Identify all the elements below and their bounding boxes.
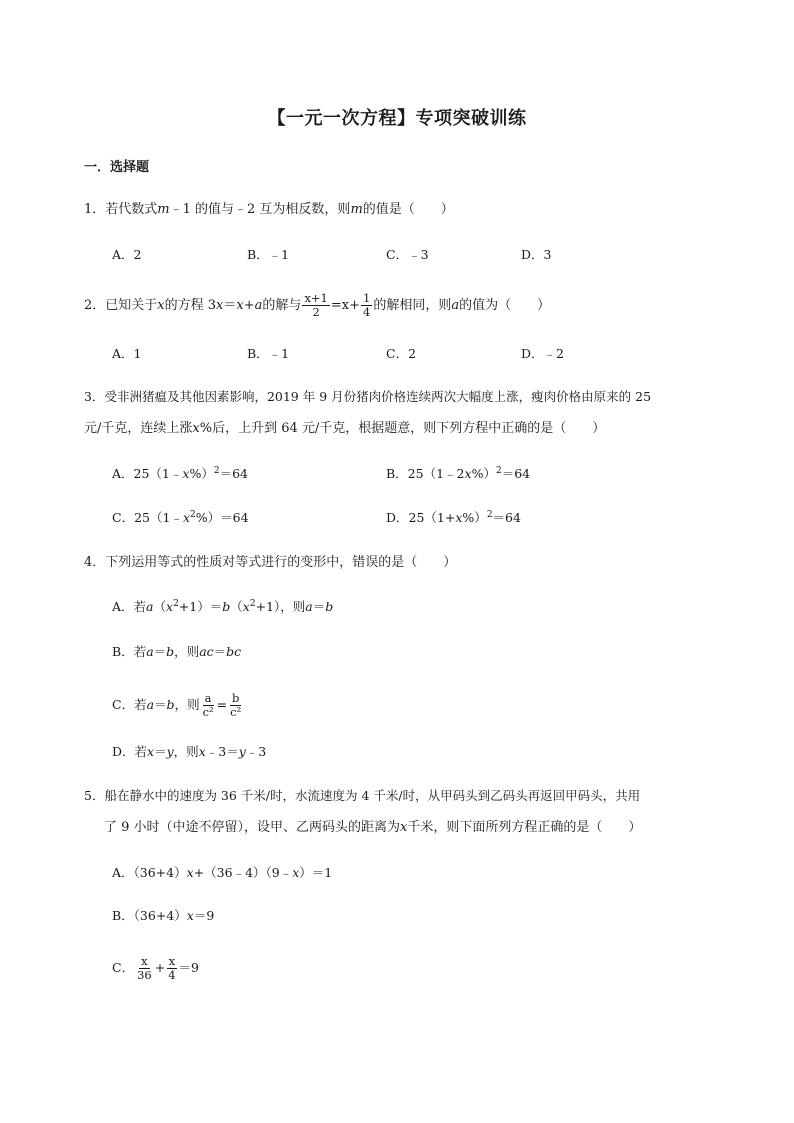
variable: x bbox=[182, 466, 190, 481]
question-number: 1． bbox=[84, 202, 106, 217]
q1-option-d[interactable]: D．3 bbox=[521, 247, 552, 262]
text: ＝64 bbox=[219, 466, 248, 481]
text: 的值为（ ） bbox=[459, 298, 551, 313]
text: ＝ bbox=[153, 644, 167, 659]
text: B．25（1﹣2 bbox=[386, 466, 465, 481]
question-2-stem bbox=[84, 292, 550, 319]
text: A．25（1﹣ bbox=[112, 466, 183, 481]
page-title: 【一元一次方程】专项突破训练 bbox=[267, 108, 527, 129]
variable: a bbox=[254, 298, 263, 313]
text: ﹣1 的值与﹣2 互为相反数，则 bbox=[169, 202, 351, 217]
variable: a bbox=[146, 644, 154, 659]
q5-option-c[interactable] bbox=[112, 955, 199, 982]
variable: m bbox=[157, 202, 170, 217]
text: +1），则 bbox=[255, 599, 306, 614]
variable: b bbox=[325, 599, 334, 614]
q2-option-d[interactable]: D．﹣2 bbox=[521, 346, 564, 361]
fraction-denominator: 4 bbox=[363, 305, 371, 319]
text: + bbox=[243, 298, 255, 313]
text: 元/千克，连续上涨 bbox=[84, 421, 193, 436]
variable: a bbox=[451, 298, 460, 313]
q4-option-d[interactable] bbox=[112, 743, 266, 761]
exponent: 2 bbox=[213, 466, 220, 476]
text: ＝64 bbox=[492, 510, 521, 525]
variable: x bbox=[216, 298, 224, 313]
fraction-denominator: 4 bbox=[168, 968, 176, 982]
text: +1）＝ bbox=[178, 599, 223, 614]
variable: ac bbox=[199, 644, 214, 659]
text: ＝9 bbox=[193, 908, 215, 923]
text: 已知关于 bbox=[105, 298, 158, 313]
fraction bbox=[302, 292, 329, 319]
text: A．（36+4） bbox=[112, 865, 187, 880]
text: ﹣3 bbox=[245, 744, 267, 759]
text: ，则 bbox=[173, 744, 199, 759]
text: ＝ bbox=[213, 644, 227, 659]
question-3-line-1: 3．受非洲猪瘟及其他因素影响，2019 年 9 月份猪肉价格连续两次大幅度上涨，瘦肉价格由原来的 25 bbox=[84, 389, 652, 404]
text: C．25（1﹣ bbox=[112, 510, 183, 525]
q1-option-a[interactable]: A．2 bbox=[112, 247, 142, 262]
variable: x bbox=[182, 510, 190, 525]
text: 了 9 小时（中途不停留），设甲、乙两码头的距离为 bbox=[104, 820, 401, 835]
text: 若代数式 bbox=[105, 202, 158, 217]
fraction-denominator: c² bbox=[230, 705, 242, 719]
q5-option-a[interactable] bbox=[112, 864, 332, 882]
q3-option-b[interactable] bbox=[386, 465, 530, 483]
section-heading: 一．选择题 bbox=[84, 160, 150, 175]
q3-option-a[interactable] bbox=[112, 465, 248, 483]
variable: m bbox=[350, 202, 363, 217]
q3-option-d[interactable] bbox=[386, 509, 521, 527]
variable: x bbox=[400, 820, 408, 835]
text: ﹣3＝ bbox=[205, 744, 239, 759]
text: %后，上升到 64 元/千克，根据题意，则下列方程中正确的是（ ） bbox=[199, 421, 606, 436]
fraction bbox=[228, 692, 243, 719]
variable: x bbox=[455, 510, 463, 525]
text: 千米，则下面所列方程正确的是（ ） bbox=[407, 820, 642, 835]
q2-option-a[interactable]: A．1 bbox=[112, 346, 142, 361]
text: ）＝1 bbox=[299, 865, 333, 880]
question-4-stem: 4．下列运用等式的性质对等式进行的变形中，错误的是（ ） bbox=[84, 555, 457, 570]
variable: x bbox=[198, 744, 206, 759]
text: 的解相同，则 bbox=[373, 298, 452, 313]
text: ＝ bbox=[154, 697, 167, 712]
variable: x bbox=[186, 908, 194, 923]
variable: x bbox=[166, 599, 174, 614]
variable: a bbox=[146, 599, 154, 614]
q5-option-b[interactable] bbox=[112, 907, 214, 925]
fraction-denominator: 2 bbox=[312, 305, 320, 319]
text: D．若 bbox=[112, 744, 148, 759]
q4-option-c[interactable] bbox=[112, 692, 244, 719]
variable: x bbox=[186, 865, 194, 880]
text: B．（36+4） bbox=[112, 908, 187, 923]
text: ＝64 bbox=[501, 466, 531, 481]
variable: x bbox=[464, 466, 472, 481]
question-1-stem bbox=[84, 201, 454, 219]
variable: y bbox=[166, 744, 174, 759]
text: 的方程 3 bbox=[164, 298, 217, 313]
fraction-numerator: 1 bbox=[363, 291, 371, 305]
fraction-numerator: x bbox=[168, 954, 176, 968]
fraction bbox=[166, 955, 177, 982]
text: ＝9 bbox=[178, 960, 199, 975]
text: B．若 bbox=[112, 644, 147, 659]
text: A．若 bbox=[112, 599, 147, 614]
text: C．若 bbox=[112, 697, 147, 712]
text: （ bbox=[230, 599, 243, 614]
fraction-numerator: x+1 bbox=[304, 291, 328, 305]
q4-option-b[interactable] bbox=[112, 643, 241, 661]
text: = bbox=[216, 697, 228, 712]
text: C． bbox=[112, 960, 135, 975]
q2-option-b[interactable]: B．﹣1 bbox=[247, 346, 290, 361]
question-5-line-2 bbox=[104, 819, 641, 837]
exponent: 2 bbox=[249, 599, 256, 609]
text: 的解与 bbox=[262, 298, 302, 313]
text: （ bbox=[153, 599, 166, 614]
variable: x bbox=[192, 421, 200, 436]
text: + bbox=[154, 960, 166, 975]
fraction-numerator: b bbox=[231, 691, 240, 705]
text: 的值是（ ） bbox=[362, 202, 454, 217]
variable: x bbox=[236, 298, 244, 313]
q4-option-a[interactable] bbox=[112, 598, 333, 616]
variable: x bbox=[147, 744, 155, 759]
text: ，则 bbox=[174, 697, 200, 712]
fraction-denominator: 36 bbox=[137, 968, 152, 982]
fraction-denominator: c² bbox=[202, 705, 214, 719]
variable: x bbox=[157, 298, 165, 313]
exponent: 2 bbox=[495, 466, 502, 476]
exponent: 2 bbox=[173, 599, 179, 609]
text: ＝ bbox=[154, 744, 167, 759]
text: ＝ bbox=[312, 599, 326, 614]
text: %） bbox=[189, 466, 214, 481]
text: =x+ bbox=[330, 298, 361, 313]
question-5-line-1: 5．船在静水中的速度为 36 千米/时，水流速度为 4 千米/时，从甲码头到乙码头再返回甲码头，共用 bbox=[84, 788, 641, 803]
exponent: 2 bbox=[190, 510, 196, 520]
text: +（36﹣4）（9﹣ bbox=[193, 865, 293, 880]
variable: bc bbox=[226, 644, 242, 659]
q1-option-b[interactable]: B．﹣1 bbox=[247, 247, 290, 262]
text: %） bbox=[471, 466, 496, 481]
variable: b bbox=[166, 697, 175, 712]
q2-option-c[interactable]: C．2 bbox=[386, 346, 417, 361]
text: ＝ bbox=[223, 298, 237, 313]
question-3-line-2 bbox=[84, 420, 605, 438]
text: ，则 bbox=[174, 644, 200, 659]
text: %） bbox=[462, 510, 487, 525]
fraction bbox=[135, 955, 154, 982]
variable: x bbox=[242, 599, 250, 614]
fraction-numerator: a bbox=[204, 691, 212, 705]
variable: b bbox=[166, 644, 175, 659]
fraction bbox=[201, 692, 216, 719]
variable: x bbox=[292, 865, 300, 880]
variable: a bbox=[305, 599, 313, 614]
q1-option-c[interactable]: C．﹣3 bbox=[386, 247, 429, 262]
variable: b bbox=[222, 599, 231, 614]
exponent: 2 bbox=[486, 510, 493, 520]
variable: a bbox=[146, 697, 155, 712]
fraction bbox=[361, 292, 372, 319]
question-number: 2． bbox=[84, 298, 106, 313]
variable: y bbox=[238, 744, 246, 759]
text: %）＝64 bbox=[195, 510, 249, 525]
text: D．25（1+ bbox=[386, 510, 456, 525]
q3-option-c[interactable] bbox=[112, 509, 249, 527]
fraction-numerator: x bbox=[141, 954, 148, 968]
